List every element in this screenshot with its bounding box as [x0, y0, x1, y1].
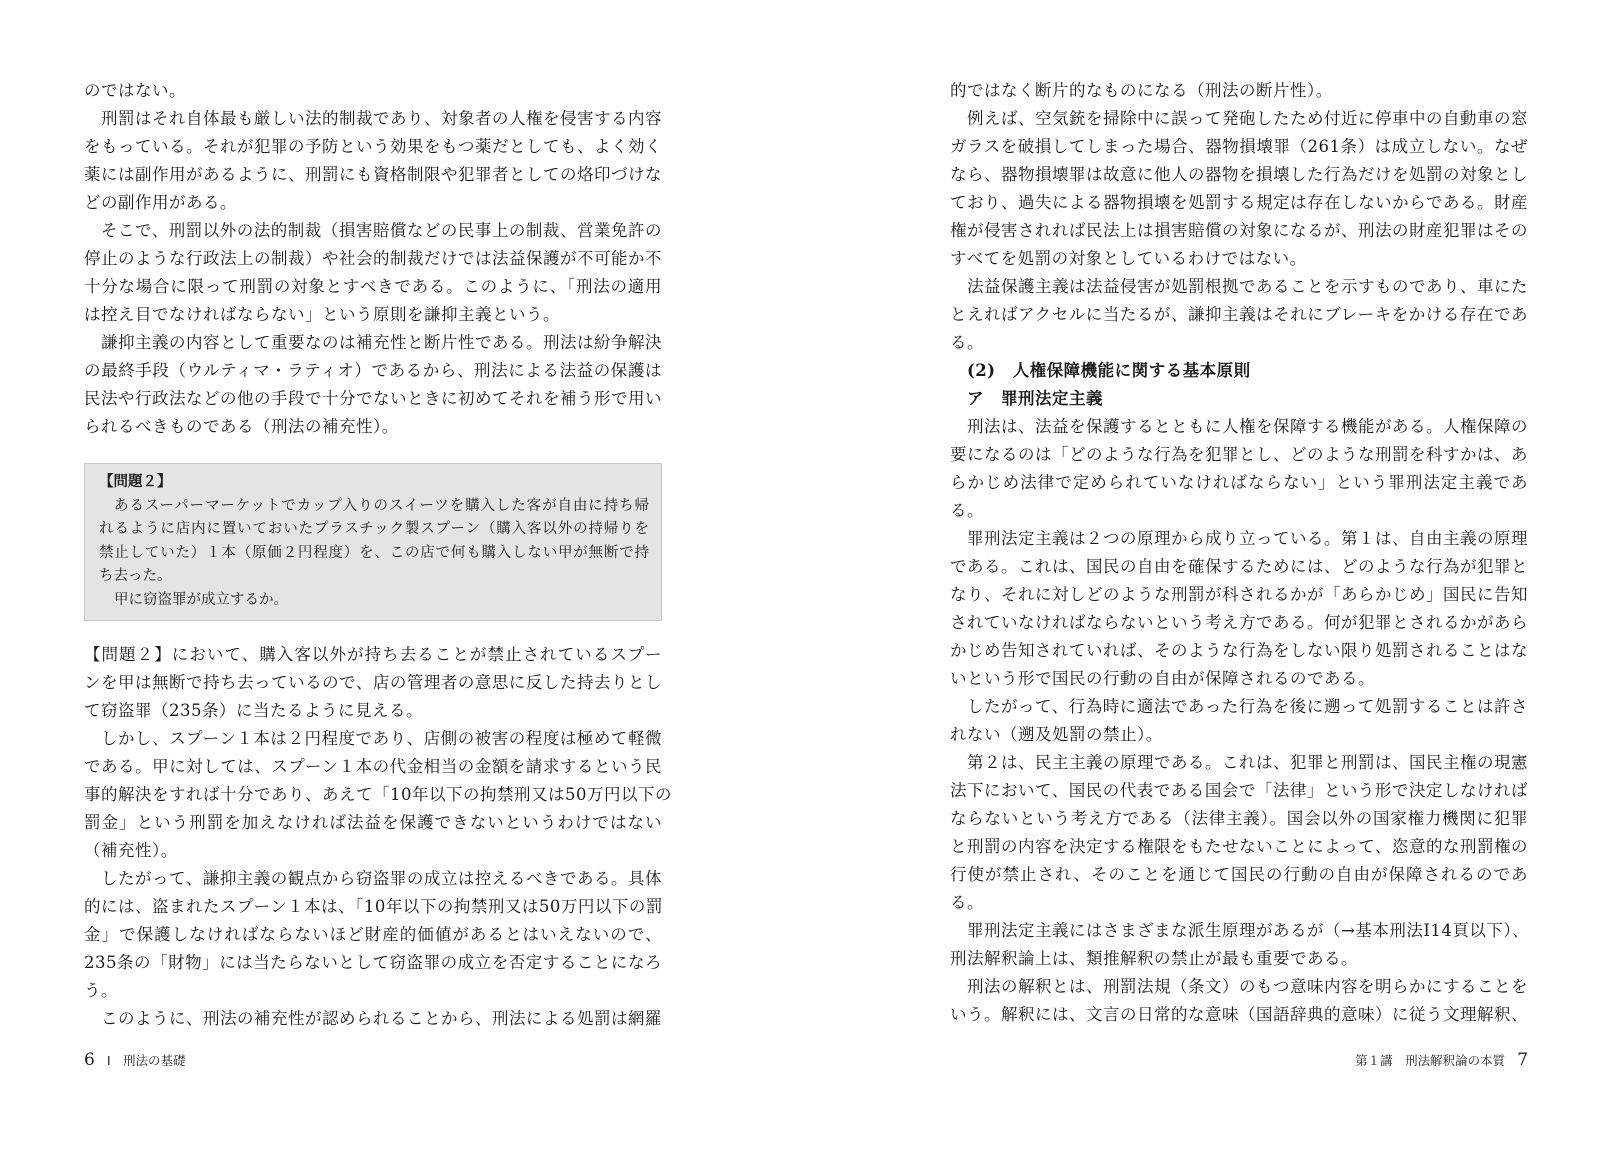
body-line: したがって、謙抑主義の観点から窃盗罪の成立は控えるべきである。具体	[101, 869, 662, 888]
body-line: いう。解釈には、文言の日常的な意味（国語辞典的意味）に従う文理解釈、	[950, 1005, 1528, 1024]
body-line: 事的解決をすれば十分であり、あえて「10年以下の拘禁刑又は50万円以下の	[84, 785, 672, 804]
body-line: る。	[950, 333, 984, 352]
left-text-column	[84, 77, 672, 1033]
body-line: かじめ告知されていれば、そのような行為をしない限り処罰されることはな	[950, 641, 1528, 660]
body-line: ており、過失による器物損壊を処罰する規定は存在しないからである。財産	[950, 193, 1528, 212]
right-page-footer	[1355, 1050, 1528, 1070]
body-line: である。甲に対しては、スプーン１本の代金相当の金額を請求するという民	[84, 757, 662, 776]
body-line: 法益保護主義は法益侵害が処罰根拠であることを示すものであり、車にた	[967, 277, 1528, 296]
body-line: 例えば、空気銃を掃除中に誤って発砲したため付近に停車中の自動車の窓	[967, 109, 1528, 128]
body-line: ならないという考え方である（法律主義）。国会以外の国家権力機関に犯罪	[950, 809, 1528, 828]
subsection-heading: ア 罪刑法定主義	[967, 389, 1103, 408]
body-line: られるべきものである（刑法の補充性）。	[84, 417, 399, 436]
body-line: のではない。	[84, 81, 186, 100]
problem-line: あるスーパーマーケットでカップ入りのスイーツを購入した客が自由に持ち帰	[114, 497, 649, 514]
body-line: したがって、行為時に適法であった行為を後に遡って処罰することは許さ	[967, 697, 1528, 716]
body-line: ンを甲は無断で持ち去っているので、店の管理者の意思に反した持去りとし	[84, 673, 662, 692]
body-line: れない（遡及処罰の禁止）。	[950, 725, 1163, 744]
body-line: 罪刑法定主義は２つの原理から成り立っている。第１は、自由主義の原理	[967, 529, 1528, 548]
problem-title: 【問題２】	[99, 474, 172, 490]
body-line: 謙抑主義の内容として重要なのは補充性と断片性である。刑法は紛争解決	[101, 333, 662, 352]
body-line: （補充性）。	[84, 841, 178, 860]
body-line: このように、刑法の補充性が認められることから、刑法による処罰は網羅	[101, 1009, 662, 1028]
body-line: 的ではなく断片的なものになる（刑法の断片性）。	[950, 81, 1333, 100]
body-line: の最終手段（ウルティマ・ラティオ）であるから、刑法による法益の保護は	[84, 361, 662, 380]
body-line: しかし、スプーン１本は２円程度であり、店側の被害の程度は極めて軽微	[101, 729, 662, 748]
left-page-footer	[84, 1050, 186, 1070]
body-line: 薬には副作用があるように、刑罰にも資格制限や犯罪者としての烙印づけな	[84, 165, 662, 184]
body-line: いという形で国民の行動の自由が保障されるのである。	[950, 669, 1375, 688]
body-line: そこで、刑罰以外の法的制裁（損害賠償などの民事上の制裁、営業免許の	[101, 221, 662, 240]
body-line: 停止のような行政法上の制裁）や社会的制裁だけでは法益保護が不可能か不	[84, 249, 662, 268]
body-line: なら、器物損壊罪は故意に他人の器物を損壊した行為だけを処罰の対象とし	[950, 165, 1528, 184]
right-page	[800, 0, 1600, 1164]
running-head: Ⅰ 刑法の基礎	[106, 1053, 186, 1068]
body-line: 刑法は、法益を保護するとともに人権を保障する機能がある。人権保障の	[967, 417, 1528, 436]
page-number: 7	[1517, 1050, 1528, 1070]
body-line: る。	[950, 893, 984, 912]
body-line: 金」で保護しなければならないほど財産的価値があるとはいえないので、	[84, 925, 662, 944]
body-line: 行使が禁止され、そのことを通じて国民の行動の自由が保障されるのであ	[950, 865, 1528, 884]
body-line: 第２は、民主主義の原理である。これは、犯罪と刑罰は、国民主権の現憲	[967, 753, 1528, 772]
body-line: う。	[84, 981, 118, 1000]
body-line: 的には、盗まれたスプーン１本は、「10年以下の拘禁刑又は50万円以下の罰	[84, 897, 663, 916]
right-text-column	[950, 77, 1528, 1029]
body-line: されていなければならないという考え方である。何が犯罪とされるかがあら	[950, 613, 1528, 632]
body-line: 要になるのは「どのような行為を犯罪とし、どのような刑罰を科すかは、あ	[950, 445, 1528, 464]
section-heading: (2) 人権保障機能に関する基本原則	[967, 361, 1251, 380]
body-line: 刑罰はそれ自体最も厳しい法的制裁であり、対象者の人権を侵害する内容	[101, 109, 662, 128]
body-line: ガラスを破損してしまった場合、器物損壊罪（261条）は成立しない。なぜ	[950, 137, 1528, 156]
problem-line: 甲に窃盗罪が成立するか。	[114, 591, 288, 608]
body-line: 罪刑法定主義にはさまざまな派生原理があるが（→基本刑法Ⅰ14頁以下）、	[967, 921, 1530, 940]
body-line: らかじめ法律で定められていなければならない」という罪刑法定主義であ	[950, 473, 1528, 492]
problem-box	[84, 463, 662, 621]
page-number: 6	[84, 1050, 95, 1070]
problem-line: れるように店内に置いておいたプラスチック製スプーン（購入客以外の持帰りを	[99, 521, 649, 537]
body-line: 法下において、国民の代表である国会で「法律」という形で決定しなければ	[950, 781, 1528, 800]
running-head: 第１講 刑法解釈論の本質	[1355, 1053, 1506, 1068]
body-line: る。	[950, 501, 984, 520]
body-line: 権が侵害されれば民法上は損害賠償の対象になるが、刑法の財産犯罪はその	[950, 221, 1528, 240]
body-line: なり、それに対しどのような刑罰が科されるかが「あらかじめ」国民に告知	[950, 585, 1528, 604]
body-line: 【問題２】において、購入客以外が持ち去ることが禁止されているスプー	[84, 645, 662, 664]
body-line: 刑法解釈論上は、類推解釈の禁止が最も重要である。	[950, 949, 1358, 968]
body-line: 235条の「財物」には当たらないとして窃盗罪の成立を否定することになろ	[84, 953, 662, 972]
body-line: て窃盗罪（235条）に当たるように見える。	[84, 701, 423, 720]
body-line: 民法や行政法などの他の手段で十分でないときに初めてそれを補う形で用い	[84, 389, 662, 408]
body-line: 刑法の解釈とは、刑罰法規（条文）のもつ意味内容を明らかにすることを	[967, 977, 1528, 996]
body-line: である。これは、国民の自由を確保するためには、どのような行為が犯罪と	[950, 557, 1528, 576]
body-line: 十分な場合に限って刑罰の対象とすべきである。このように、「刑法の適用	[84, 277, 662, 296]
body-line: どの副作用がある。	[84, 193, 237, 212]
problem-line: ち去った。	[99, 568, 172, 584]
body-line: をもっている。それが犯罪の予防という効果をもつ薬だとしても、よく効く	[84, 137, 662, 156]
body-line: すべてを処罰の対象としているわけではない。	[950, 249, 1307, 268]
problem-line: 禁止していた）１本（原価２円程度）を、この店で何も購入しない甲が無断で持	[99, 544, 649, 561]
body-line: は控え目でなければならない」という原則を謙抑主義という。	[84, 305, 560, 324]
body-line: とえればアクセルに当たるが、謙抑主義はそれにブレーキをかける存在であ	[950, 305, 1528, 324]
body-line: 罰金」という刑罰を加えなければ法益を保護できないというわけではない	[84, 813, 662, 832]
body-line: と刑罰の内容を決定する権限をもたせないことによって、恣意的な刑罰権の	[950, 837, 1528, 856]
